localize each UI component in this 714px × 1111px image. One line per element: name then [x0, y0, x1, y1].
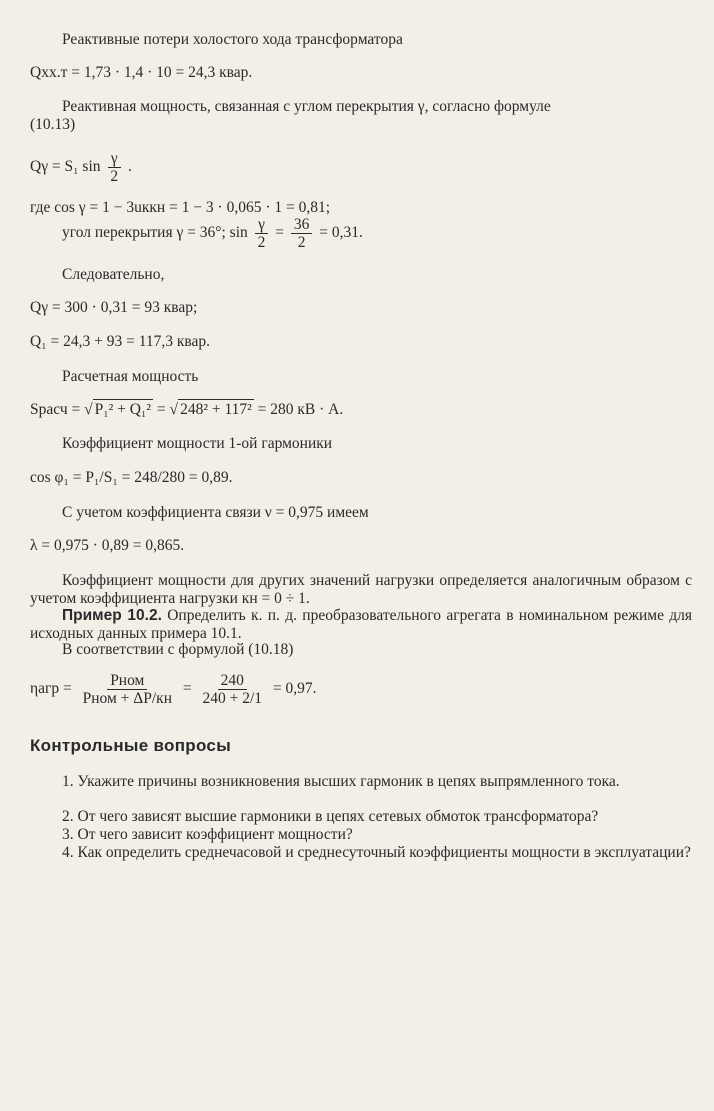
question-1: 1. Укажите причины возникновения высших гармоник в цепях выпрямленного тока. [62, 773, 620, 790]
paragraph-example-10-2: Пример 10.2. Определить к. п. д. преобразовательного агрегата в номинальном режиме для исходных данных примера 10.1. [30, 607, 693, 642]
paragraph-coupling-coefficient: С учетом коэффициента связи ν = 0,975 имеем [62, 504, 369, 521]
paragraph-according-to-formula: В соответствии с формулой (10.18) [62, 641, 294, 658]
radical-p1-q1: P₁² + Q₁² [94, 401, 152, 418]
equation-qgamma-formula: Qγ = S₁ sin $\frac{\gamma}{2}$ . [30, 150, 132, 185]
equation-lambda: λ = 0,975 · 0,89 = 0,865. [30, 537, 185, 554]
question-4: 4. Как определить среднечасовой и среднесуточный коэффициенты мощности в эксплуатации? [62, 844, 691, 861]
equation-qxx: Qхх.т = 1,73 · 1,4 · 10 = 24,3 квар. [30, 64, 253, 81]
equation-q1-value: Q₁ = 24,3 + 93 = 117,3 квар. [30, 333, 211, 350]
question-3: 3. От чего зависит коэффициент мощности? [62, 826, 353, 843]
equation-overlap-angle: угол перекрытия γ = 36°; sin $\frac{\gamma}{2}$ = $\frac{36}{2}$ = 0,31. [62, 216, 363, 251]
equation-efficiency: ηагр = $\frac{\text{Pном}}{\text{Pном + ΔP/кн}}$ = $\frac{240}{240 + 2/1}$ = 0,97. [30, 672, 317, 707]
equation-s-calc: Sрасч = √ P₁² + Q₁² = √ 248² + 117² = 280 кВ · А. [30, 401, 344, 418]
paragraph-reactive-losses: Реактивные потери холостого хода трансформатора [62, 31, 403, 48]
question-2: 2. От чего зависят высшие гармоники в цепях сетевых обмоток трансформатора? [62, 808, 599, 825]
paragraph-calculated-power: Расчетная мощность [62, 368, 199, 385]
fraction-gamma-half: $\frac{\gamma}{2}$ [107, 150, 121, 185]
fraction-efficiency-symbolic: $\frac{\text{Pном}}{\text{Pном + ΔP/кн}}$ [82, 672, 172, 707]
equation-cos-gamma: где cos γ = 1 − 3uккн = 1 − 3 · 0,065 · 1 = 0,81; [30, 199, 331, 216]
formula-reference: (10.13) [30, 116, 76, 133]
section-heading-control-questions: Контрольные вопросы [30, 736, 232, 755]
fraction-gamma-half-2: $\frac{\gamma}{2}$ [255, 216, 269, 251]
paragraph-other-loads: Коэффициент мощности для других значений нагрузки определяется аналогичным образом с учетом коэффициента нагрузки кн = 0 ÷ 1. [30, 572, 692, 607]
paragraph-reactive-power: Реактивная мощность, связанная с углом перекрытия γ, согласно формуле [62, 98, 551, 115]
fraction-efficiency-numeric: $\frac{240}{240 + 2/1}$ [202, 672, 263, 707]
example-label: Пример 10.2. [62, 607, 162, 624]
radical-248-117: 248² + 117² [180, 401, 252, 418]
equation-qgamma-value: Qγ = 300 · 0,31 = 93 квар; [30, 299, 198, 316]
equation-cos-phi1: cos φ₁ = P₁/S₁ = 248/280 = 0,89. [30, 469, 233, 486]
paragraph-power-factor-first-harmonic: Коэффициент мощности 1-ой гармоники [62, 435, 333, 452]
paragraph-therefore: Следовательно, [62, 266, 165, 283]
fraction-36-half: $\frac{36}{2}$ [291, 216, 313, 251]
